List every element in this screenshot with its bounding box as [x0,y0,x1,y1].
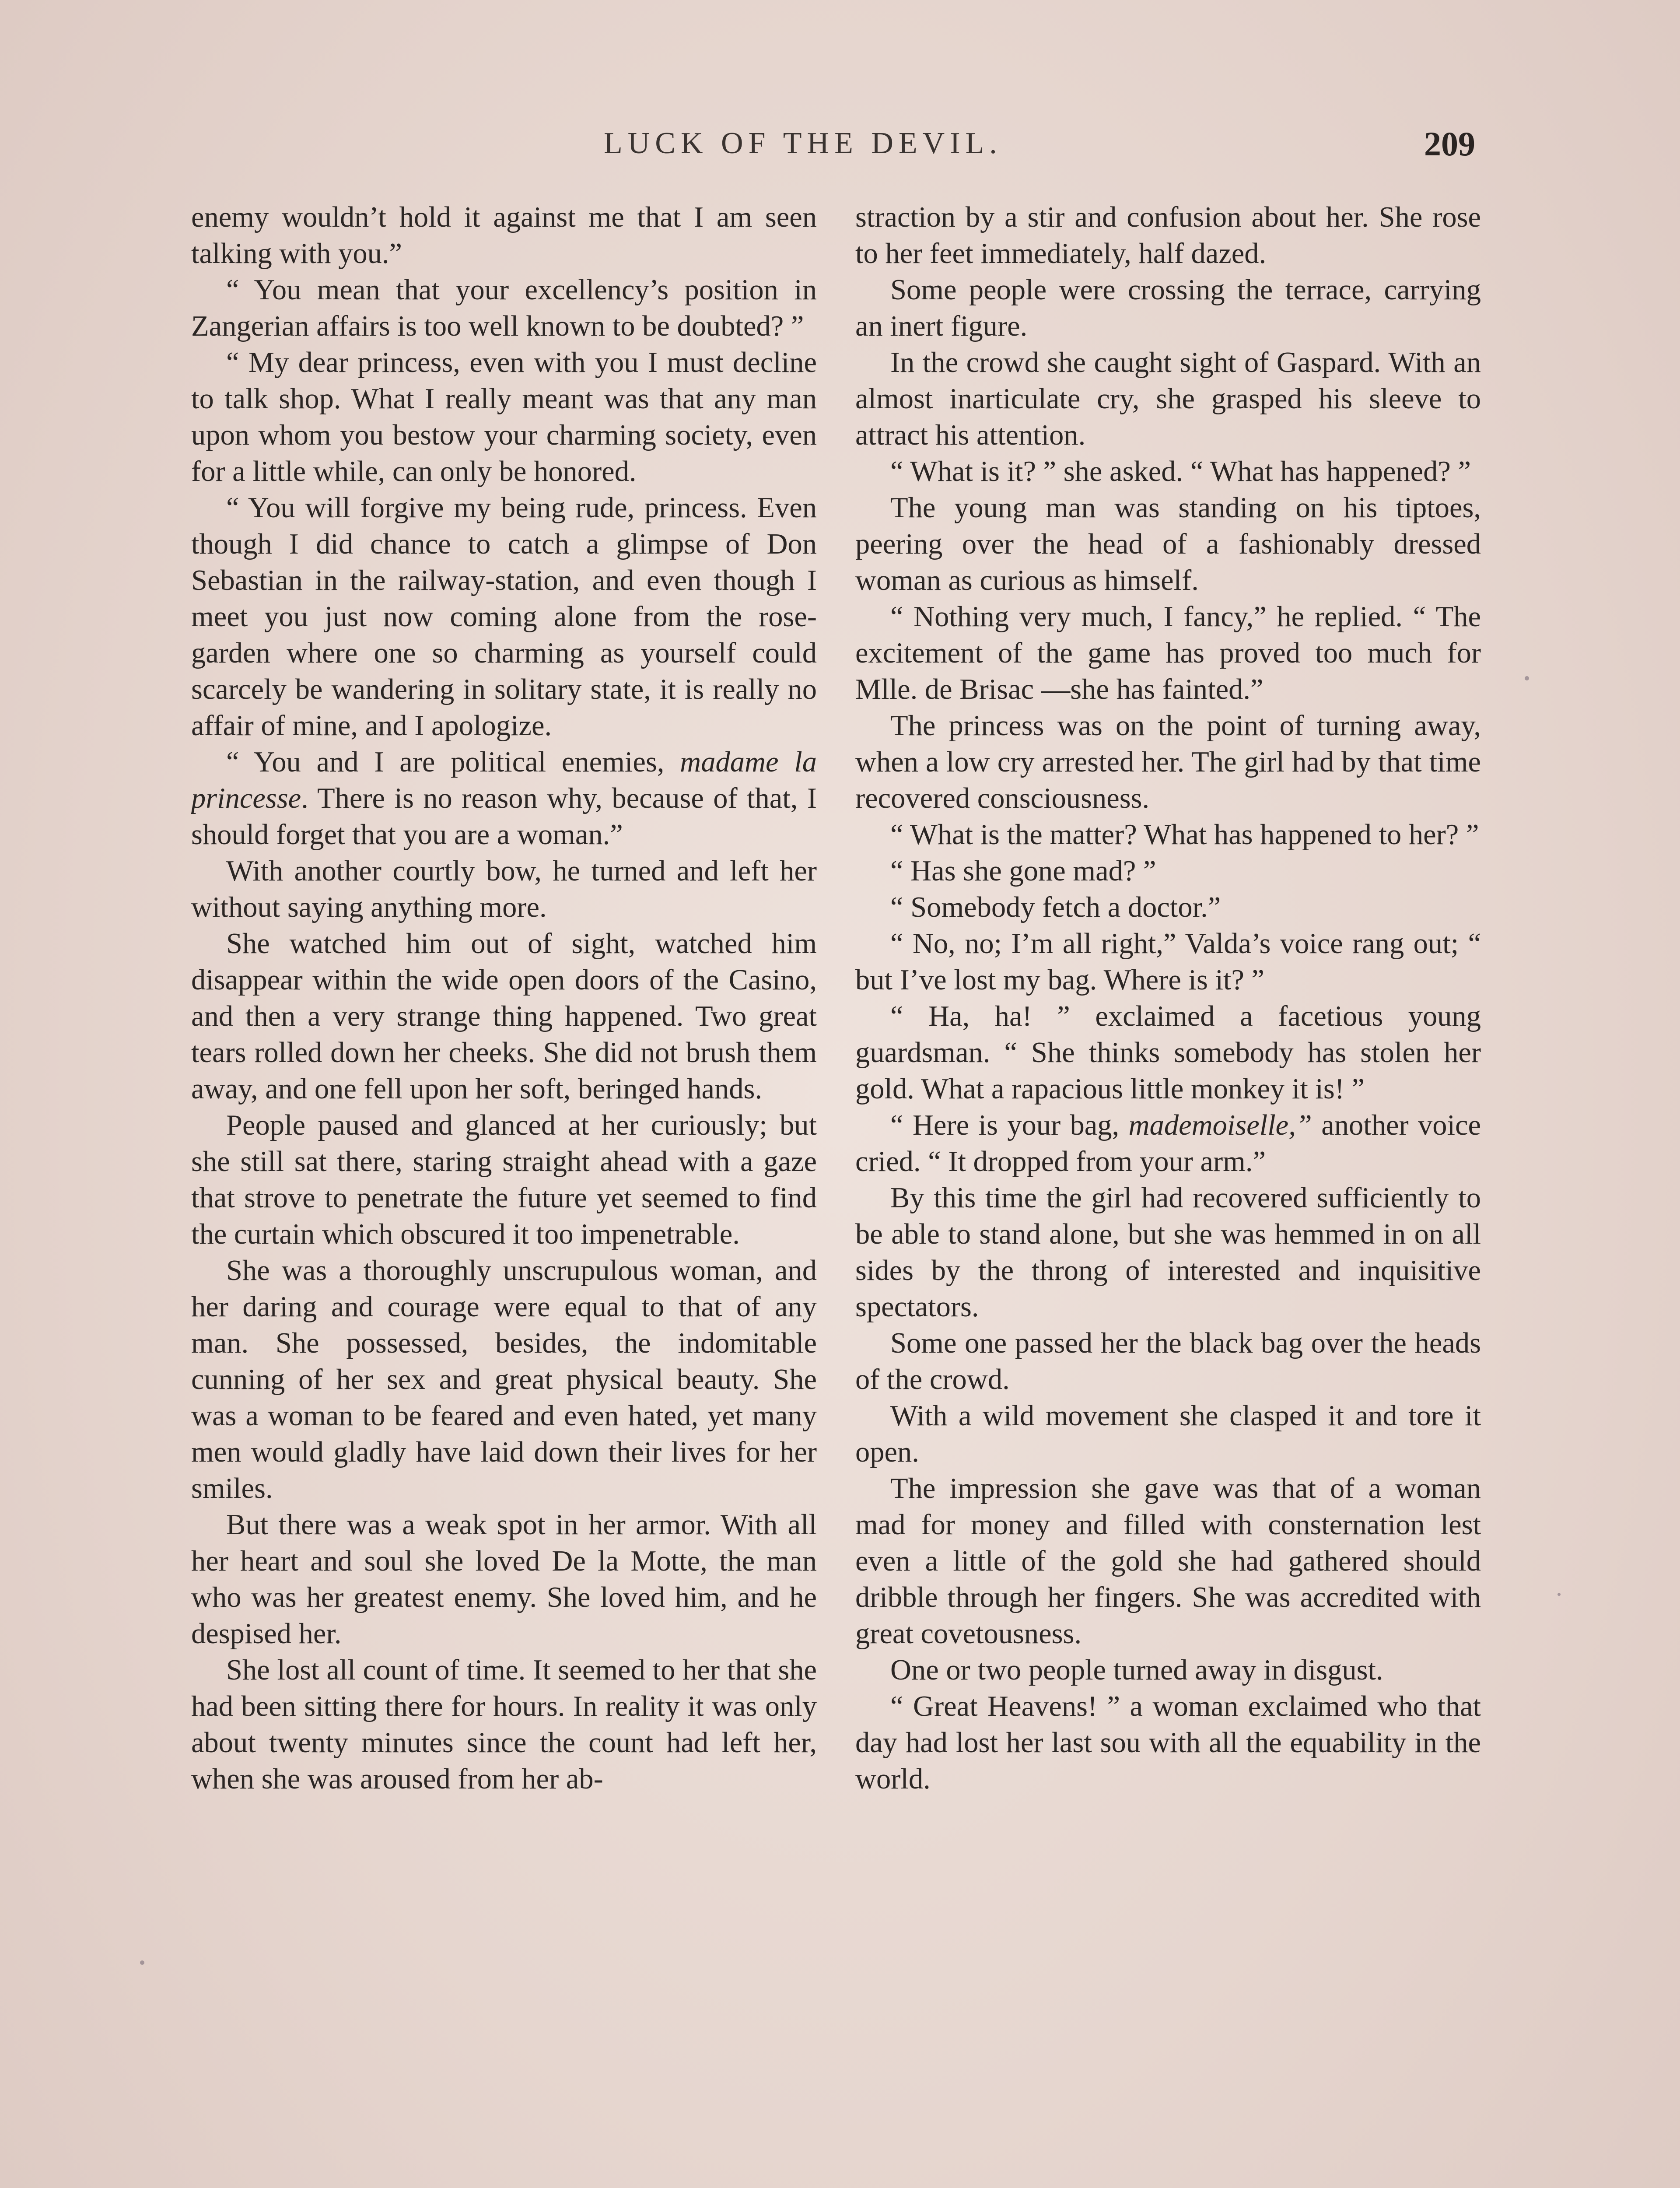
paragraph: “ No, no; I’m all right,” Valda’s voice rang out; “ but I’ve lost my bag. Where is it? ” [855,928,1481,996]
paragraph: She was a thoroughly unscrupulous woman, and her daring and courage were equal to that of any man. She possessed, besides, the indomitable cunning of her sex and great physical beauty. She was a woman to be feared and even hated, yet many men would gladly have laid down their lives for her smiles. [191,1255,817,1504]
paragraph: In the crowd she caught sight of Gaspard. With an almost inarticulate cry, she grasped his sleeve to attract his attention. [855,347,1481,451]
paragraph: The young man was standing on his tiptoes, peering over the head of a fashionably dressed woman as curious as himself. [855,492,1481,596]
paragraph-text: . There is no reason why, because of that, I should forget that you are a woman.” [191,782,817,851]
paragraph: With a wild movement she clasped it and tore it open. [855,1400,1481,1468]
paragraph: “ Has she gone mad? ” [890,855,1156,887]
paragraph: straction by a stir and confusion about her. She rose to her feet immediately, half dazed. [855,201,1481,270]
paragraph: “ What is the matter? What has happened to her? ” [890,819,1479,851]
paragraph: “ Great Heavens! ” a woman exclaimed who that day had lost her last sou with all the equability in the world. [855,1690,1481,1795]
paragraph: The princess was on the point of turning away, when a low cry arrested her. The girl had by that time recovered consciousness. [855,710,1481,814]
paragraph: enemy wouldn’t hold it against me that I am seen talking with you.” [191,201,817,270]
italic-phrase: mademoiselle,” [1128,1109,1312,1141]
text-column-left [191,199,817,2188]
paper-speck [140,1960,144,1965]
paragraph: But there was a weak spot in her armor. With all her heart and soul she loved De la Motte, the man who was her greatest enemy. She loved him, and he despised her. [191,1509,817,1650]
paragraph: By this time the girl had recovered sufficiently to be able to stand alone, but she was hemmed in on all sides by the throng of interested and inquisitive spectators. [855,1182,1481,1323]
italic-phrase: madame la princesse [191,746,817,814]
paragraph: The impression she gave was that of a woman mad for money and filled with consternation lest even a little of the gold she had gathered should dribble through her fingers. She was accredited with great covetousness. [855,1473,1481,1650]
paragraph: “ My dear princess, even with you I must decline to talk shop. What I really meant was that any man upon whom you bestow your charming society, even for a little while, can only be honored. [191,347,817,487]
paragraph: “ Nothing very much, I fancy,” he replied. “ The excitement of the game has proved too much for Mlle. de Brisac —she has fainted.” [855,601,1481,705]
paragraph: She lost all count of time. It seemed to her that she had been sitting there for hours. In reality it was only about twenty minutes since the count had left her, when she was aroused from her ab- [191,1654,817,1795]
paragraph [855,1107,1481,1180]
paragraph-text: “ You and I are political enemies, [226,746,680,778]
paragraph: Some people were crossing the terrace, carrying an inert figure. [855,274,1481,342]
paragraph: Some one passed her the black bag over the heads of the crowd. [855,1327,1481,1396]
text-column-right [855,199,1481,2188]
running-title: LUCK OF THE DEVIL. [604,126,1002,160]
paragraph: “ You mean that your excellency’s position in Zangerian affairs is too well known to be doubted? ” [191,274,817,342]
paragraph: She watched him out of sight, watched him disappear within the wide open doors of the Casino, and then a very strange thing happened. Two great tears rolled down her cheeks. She did not brush them away, and one fell upon her soft, beringed hands. [191,928,817,1105]
page-number: 209 [1424,125,1475,163]
paper-speck [1558,1593,1561,1596]
paragraph: One or two people turned away in disgust. [890,1654,1383,1686]
paragraph: People paused and glanced at her curiously; but she still sat there, staring straight ahead with a gaze that strove to penetrate the future yet seemed to find the curtain which obscured it too impenetrable. [191,1109,817,1250]
paragraph: “ What is it? ” she asked. “ What has happened? ” [890,456,1471,487]
paragraph: “ Somebody fetch a doctor.” [890,891,1221,923]
paragraph: “ You will forgive my being rude, princess. Even though I did chance to catch a glimpse of Don Sebastian in the railway-station, and even though I meet you just now coming alone from the rose-garden where one so charming as yourself could scarcely be wandering in solitary state, it is really no affair of mine, and I apologize. [191,492,817,742]
paragraph: “ Ha, ha! ” exclaimed a facetious young guardsman. “ She thinks somebody has stolen her gold. What a rapacious little monkey it is! ” [855,1000,1481,1105]
paragraph-text: another voice cried. “ It dropped from your arm.” [855,1109,1481,1178]
paragraph-text: “ Here is your bag, [890,1109,1129,1141]
paper-speck [1525,676,1529,680]
paragraph: With another courtly bow, he turned and left her without saying anything more. [191,855,817,923]
paragraph [191,744,817,853]
